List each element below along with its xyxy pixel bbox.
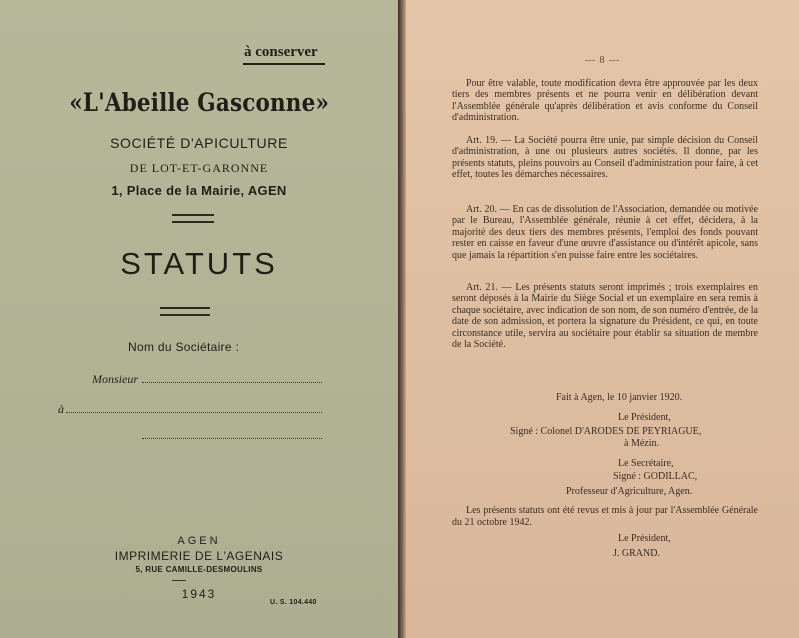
secretary-role: Professeur d'Agriculture, Agen. (566, 486, 693, 497)
society-type: SOCIÉTÉ D'APICULTURE (110, 135, 288, 151)
statutes-page (406, 0, 799, 638)
president-signature: Signé : Colonel D'ARODES DE PEYRIAGUE, (510, 426, 702, 437)
second-president-title: Le Président, (618, 533, 671, 544)
secretary-signature: Signé : GODILLAC, (613, 471, 698, 482)
paragraph-modification: Pour être valable, toute modification devra être approuvée par les deux tiers des membres présents et ne pourra venir en délibération devant l'Assemblée générale qu'après délibération et avis conforme du Conseil d'administration. (452, 78, 758, 124)
member-location-line (66, 412, 322, 413)
member-name-line (142, 382, 322, 383)
president-title: Le Président, (618, 412, 671, 423)
page-number: — 8 — (585, 55, 620, 66)
keep-note-underline (243, 63, 325, 65)
location-label: à (58, 402, 64, 416)
member-extra-line (142, 438, 322, 439)
printer-name: IMPRIMERIE DE L'AGENAIS (114, 549, 284, 563)
member-name-label: Nom du Sociétaire : (128, 340, 240, 354)
revision-note: Les présents statuts ont été revus et mis à jour par l'Assemblée Générale du 21 octobre 1942. (452, 505, 758, 528)
book-gutter (398, 0, 406, 638)
society-region: DE LOT-ET-GARONNE (129, 161, 269, 175)
printer-street: 5, RUE CAMILLE-DESMOULINS (135, 565, 263, 574)
booklet-cover (0, 0, 398, 638)
monsieur-label: Monsieur (92, 372, 138, 386)
president-place: à Mézin. (624, 438, 659, 449)
secretary-title: Le Secrétaire, (618, 458, 674, 469)
printer-city: AGEN (177, 535, 221, 547)
double-rule-divider (160, 307, 210, 316)
article-19: Art. 19. — La Société pourra être unie, par simple décision du Conseil d'administration, à une ou plusieurs autres sociétés. Il donne, par les présents statuts, pleins pouvoirs au Conseil d'administration pour faire, à cet effet, toutes les démarches nécessaires. (452, 135, 758, 181)
print-year: 1943 (181, 587, 217, 601)
double-rule-divider (172, 214, 214, 223)
organization-name: «L'Abeille Gasconne» (69, 88, 330, 117)
made-at-line: Fait à Agen, le 10 janvier 1920. (556, 392, 683, 403)
article-20: Art. 20. — En cas de dissolution de l'Association, demandée ou motivée par le Bureau, l'Assemblée générale, réunie à cet effet, décidera, à la majorité des deux tiers des membres présents, l'emploi des fonds pouvant rester en caisse en faveur d'une œuvre d'assistance ou d'intérêt apicole, sans que jamais la répartition s'en puisse faire entre les sociétaires. (452, 204, 758, 261)
print-code: U. S. 104.440 (270, 599, 317, 606)
document-title: STATUTS (120, 246, 278, 281)
society-address: 1, Place de la Mairie, AGEN (111, 183, 287, 198)
article-21: Art. 21. — Les présents statuts seront imprimés ; trois exemplaires en seront déposés à la Mairie du Siège Social et un exemplaire en sera remis à chaque sociétaire, avec indication de son nom, de son numéro d'entrée, de la date de son admission, et portera la signature du Président, ce qui, en toute circonstance utile, servira au sociétaire pour établir sa situation de membre de la Société. (452, 282, 758, 351)
second-president-name: J. GRAND. (613, 548, 660, 559)
keep-note: à conserver (244, 44, 318, 60)
small-rule (172, 580, 186, 581)
